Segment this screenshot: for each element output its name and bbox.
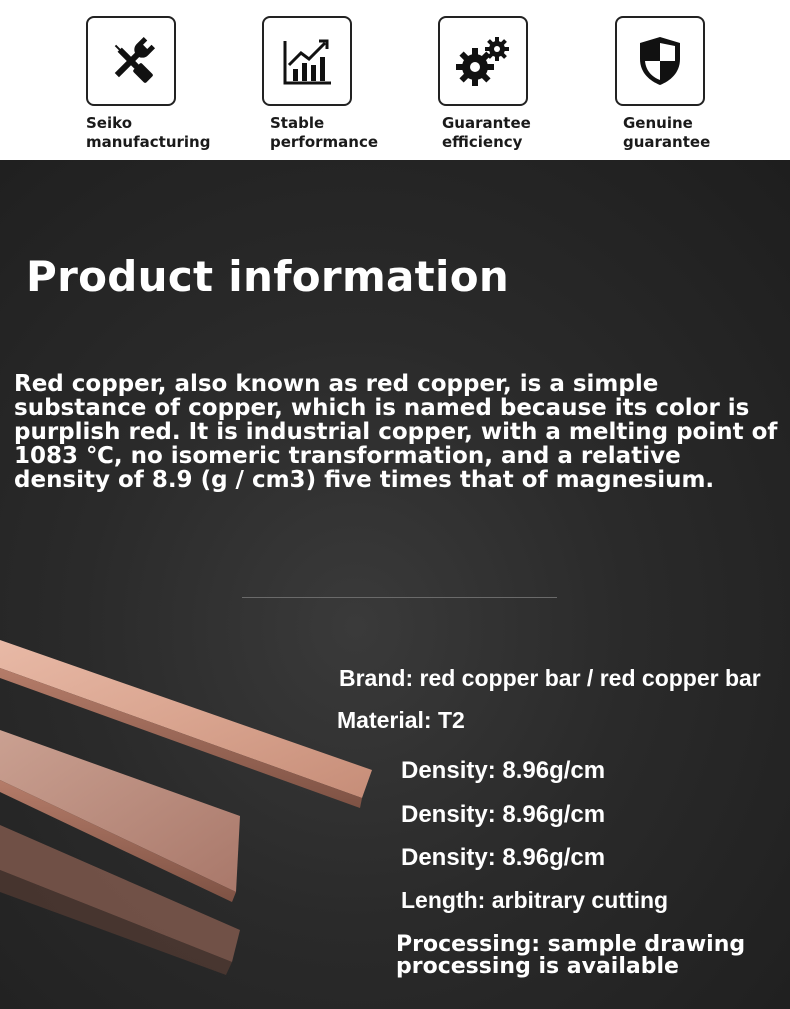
section-title: Product information — [26, 252, 510, 301]
feature-label: Seiko manufacturing — [86, 114, 211, 151]
gears-icon — [438, 16, 528, 106]
feature-efficiency — [438, 16, 618, 156]
spec-density: Density: 8.96g/cm — [401, 844, 606, 871]
tools-icon — [86, 16, 176, 106]
feature-manufacturing — [86, 16, 266, 156]
feature-guarantee — [615, 16, 790, 156]
chart-growth-icon — [262, 16, 352, 106]
feature-label: Stable performance — [270, 114, 379, 151]
spec-brand: Brand: red copper bar / red copper bar — [339, 665, 761, 691]
shield-icon — [615, 16, 705, 106]
product-description: Red copper, also known as red copper, is a simple substance of copper, which is named because its color is purplish red. It is industrial copper, with a melting point of 1083 ℃, no isomeric transformation, and a relative density of 8.9 (g / cm3) five times that of magnesium. — [14, 371, 778, 493]
feature-performance — [262, 16, 442, 156]
spec-material: Material: T2 — [337, 707, 465, 733]
feature-strip — [0, 0, 790, 160]
divider — [242, 597, 557, 598]
spec-processing: Processing: sample drawing processing is available — [396, 932, 746, 979]
spec-length: Length: arbitrary cutting — [401, 887, 669, 913]
spec-density: Density: 8.96g/cm — [401, 757, 606, 784]
feature-label: Guarantee efficiency — [442, 114, 531, 151]
product-info-section — [0, 160, 790, 1009]
feature-label: Genuine guarantee — [623, 114, 711, 151]
spec-density: Density: 8.96g/cm — [401, 801, 606, 828]
